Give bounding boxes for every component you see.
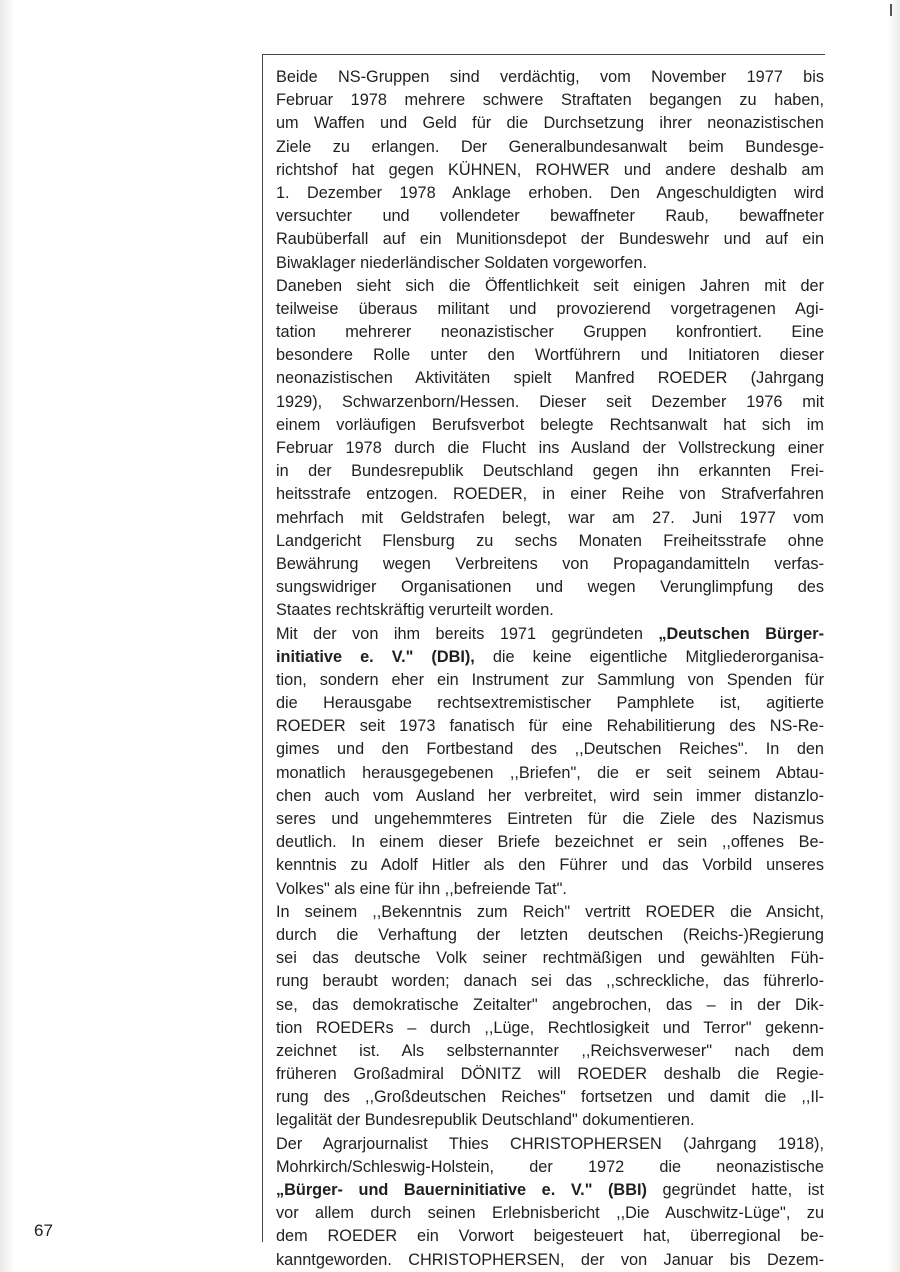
- text-segment: einem vorläufigen Berufsverbot belegte Rechtsanwalt hat sich im: [276, 415, 824, 434]
- text-segment: Mohrkirch/Schleswig-Holstein, der 1972 die neonazistische: [276, 1157, 824, 1176]
- text-line: [276, 1063, 824, 1086]
- text-segment: gegründet hatte, ist: [646, 1181, 824, 1199]
- left-page-shadow: [0, 0, 14, 1272]
- text-line: [276, 1133, 824, 1156]
- text-line: [276, 298, 824, 321]
- text-segment: deutlich. In einem dieser Briefe bezeichnet er sein ,,offenes Be-: [276, 833, 824, 852]
- text-line: [276, 854, 824, 877]
- text-line: [276, 1225, 824, 1248]
- corner-crop-mark: [890, 4, 892, 16]
- page-number: 67: [34, 1221, 53, 1240]
- text-segment: Der Agrarjournalist Thies CHRISTOPHERSEN (Jahrgang 1918),: [276, 1134, 824, 1153]
- text-segment: teilweise überaus militant und provozierend vorgetragenen Agi-: [276, 299, 824, 318]
- bold-term: „Bürger- und Bauerninitiative e. V." (BBI): [276, 1181, 647, 1199]
- text-segment: tion ROEDERs – durch ,,Lüge, Rechtlosigkeit und Terror" gekenn-: [276, 1018, 824, 1037]
- top-rule: [262, 54, 825, 55]
- text-line: [276, 970, 824, 993]
- text-line: [276, 344, 824, 367]
- text-line: [276, 762, 824, 785]
- text-line: [276, 1040, 824, 1063]
- text-segment: durch die Verhaftung der letzten deutschen (Reichs-)Regierung: [276, 925, 824, 944]
- text-line: [276, 1156, 824, 1179]
- text-segment: mehrfach mit Geldstrafen belegt, war am 27. Juni 1977 vom: [276, 508, 824, 527]
- text-segment: vor allem durch seinen Erlebnisbericht ,,Die Auschwitz-Lüge", zu: [276, 1204, 824, 1223]
- text-line: [276, 646, 824, 669]
- bold-term: initiative e. V." (DBI),: [276, 647, 475, 666]
- text-segment: Biwaklager niederländischer Soldaten vorgeworfen.: [276, 253, 648, 272]
- text-line: [276, 692, 824, 715]
- text-segment: gimes und den Fortbestand des ,,Deutschen Reiches". In den: [276, 740, 824, 759]
- text-segment: die Herausgabe rechtsextremistischer Pamphlete ist, agitierte: [276, 694, 824, 713]
- text-segment: legalität der Bundesrepublik Deutschland" dokumentieren.: [276, 1111, 695, 1130]
- text-segment: ROEDER seit 1973 fanatisch für eine Rehabilitierung des NS-Re-: [276, 717, 824, 736]
- text-line: [276, 136, 824, 159]
- text-line: [276, 924, 824, 947]
- text-line: [276, 159, 824, 182]
- text-segment: um Waffen und Geld für die Durchsetzung ihrer neonazistischen: [276, 114, 824, 133]
- text-line: [276, 460, 824, 483]
- right-page-shadow: [888, 0, 900, 1272]
- text-line: [276, 994, 824, 1017]
- text-segment: chen auch vom Ausland her verbreitet, wird sein immer distanzlo-: [276, 786, 824, 805]
- text-line: [276, 623, 824, 646]
- text-segment: dem ROEDER ein Vorwort beigesteuert hat, überregional be-: [276, 1227, 824, 1246]
- text-segment: die keine eigentliche Mitgliederorganisa-: [474, 647, 824, 666]
- text-line: [276, 599, 824, 622]
- text-segment: Daneben sieht sich die Öffentlichkeit seit einigen Jahren mit der: [276, 276, 824, 295]
- text-line: [276, 228, 824, 251]
- text-segment: Bewährung wegen Verbreitens von Propagandamitteln verfas-: [276, 554, 824, 573]
- text-line: [276, 576, 824, 599]
- text-segment: Volkes" als eine für ihn ,,befreiende Tat".: [276, 879, 567, 898]
- text-segment: monatlich herausgegebenen ,,Briefen", die er seit seinem Abtau-: [276, 763, 824, 782]
- text-line: [276, 808, 824, 831]
- text-segment: versuchter und vollendeter bewaffneter Raub, bewaffneter: [276, 207, 824, 226]
- text-segment: in der Bundesrepublik Deutschland gegen ihn erkannten Frei-: [276, 462, 824, 481]
- text-segment: 1929), Schwarzenborn/Hessen. Dieser seit Dezember 1976 mit: [276, 392, 824, 411]
- text-line: [276, 391, 824, 414]
- text-segment: Landgericht Flensburg zu sechs Monaten Freiheitsstrafe ohne: [276, 531, 824, 550]
- text-segment: se, das demokratische Zeitalter" angebrochen, das – in der Dik-: [276, 995, 824, 1014]
- text-segment: früheren Großadmiral DÖNITZ will ROEDER deshalb die Regie-: [276, 1065, 824, 1084]
- text-line: [276, 66, 824, 89]
- text-line: [276, 205, 824, 228]
- text-line: [276, 1109, 824, 1132]
- text-line: [276, 901, 824, 924]
- text-line: [276, 252, 824, 275]
- text-line: [276, 414, 824, 437]
- text-segment: tation mehrerer neonazistischer Gruppen konfrontiert. Eine: [276, 323, 824, 342]
- text-line: [276, 669, 824, 692]
- text-line: [276, 507, 824, 530]
- text-line: [276, 530, 824, 553]
- text-line: [276, 1017, 824, 1040]
- text-line: [276, 1249, 824, 1272]
- text-line: [276, 831, 824, 854]
- text-line: [276, 182, 824, 205]
- text-line: [276, 738, 824, 761]
- text-segment: Ziele zu erlangen. Der Generalbundesanwalt beim Bundesge-: [276, 137, 824, 156]
- text-line: [276, 1202, 824, 1225]
- text-segment: seres und ungehemmteres Eintreten für die Ziele des Nazismus: [276, 810, 824, 828]
- text-segment: richtshof hat gegen KÜHNEN, ROHWER und andere deshalb am: [276, 160, 824, 179]
- text-line: [276, 1086, 824, 1109]
- text-line: [276, 715, 824, 738]
- text-segment: neonazistischen Aktivitäten spielt Manfred ROEDER (Jahrgang: [276, 369, 824, 388]
- text-line: [276, 437, 824, 460]
- text-line: [276, 878, 824, 901]
- text-segment: Beide NS-Gruppen sind verdächtig, vom November 1977 bis: [276, 68, 824, 86]
- text-segment: rung des ,,Großdeutschen Reiches" fortsetzen und damit die ,,Il-: [276, 1088, 824, 1107]
- text-line: [276, 553, 824, 576]
- left-column-rule: [262, 54, 263, 1242]
- text-segment: sei das deutsche Volk seiner rechtmäßigen und gewählten Füh-: [276, 949, 824, 968]
- text-segment: Mit der von ihm bereits 1971 gegründeten: [276, 624, 659, 643]
- text-segment: Raubüberfall auf ein Munitionsdepot der Bundeswehr und auf ein: [276, 230, 824, 249]
- text-line: [276, 1179, 824, 1202]
- text-line: [276, 112, 824, 135]
- text-segment: rung beraubt worden; danach sei das ,,schreckliche, das führerlo-: [276, 972, 824, 991]
- text-segment: sungswidriger Organisationen und wegen Verunglimpfung des: [276, 578, 824, 597]
- text-line: [276, 321, 824, 344]
- text-line: [276, 89, 824, 112]
- body-text: [276, 66, 824, 1272]
- text-segment: kanntgeworden. CHRISTOPHERSEN, der von Januar bis Dezem-: [276, 1250, 824, 1269]
- text-segment: In seinem ,,Bekenntnis zum Reich" vertritt ROEDER die Ansicht,: [276, 902, 824, 921]
- text-segment: tion, sondern eher ein Instrument zur Sammlung von Spenden für: [276, 670, 824, 689]
- text-line: [276, 483, 824, 506]
- text-segment: Februar 1978 durch die Flucht ins Ausland der Vollstreckung einer: [276, 439, 824, 457]
- bold-term: „Deutschen Bürger-: [658, 624, 824, 643]
- text-segment: Staates rechtskräftig verurteilt worden.: [276, 601, 554, 620]
- text-line: [276, 785, 824, 808]
- text-segment: zeichnet ist. Als selbsternannter ,,Reichsverweser" nach dem: [276, 1041, 824, 1060]
- text-line: [276, 367, 824, 390]
- text-line: [276, 947, 824, 970]
- text-segment: heitsstrafe entzogen. ROEDER, in einer Reihe von Strafverfahren: [276, 485, 824, 504]
- text-segment: 1. Dezember 1978 Anklage erhoben. Den Angeschuldigten wird: [276, 183, 824, 202]
- text-segment: kenntnis zu Adolf Hitler als den Führer und das Vorbild unseres: [276, 856, 824, 875]
- text-segment: besondere Rolle unter den Wortführern und Initiatoren dieser: [276, 346, 824, 365]
- text-segment: Februar 1978 mehrere schwere Straftaten begangen zu haben,: [276, 91, 824, 110]
- text-line: [276, 275, 824, 298]
